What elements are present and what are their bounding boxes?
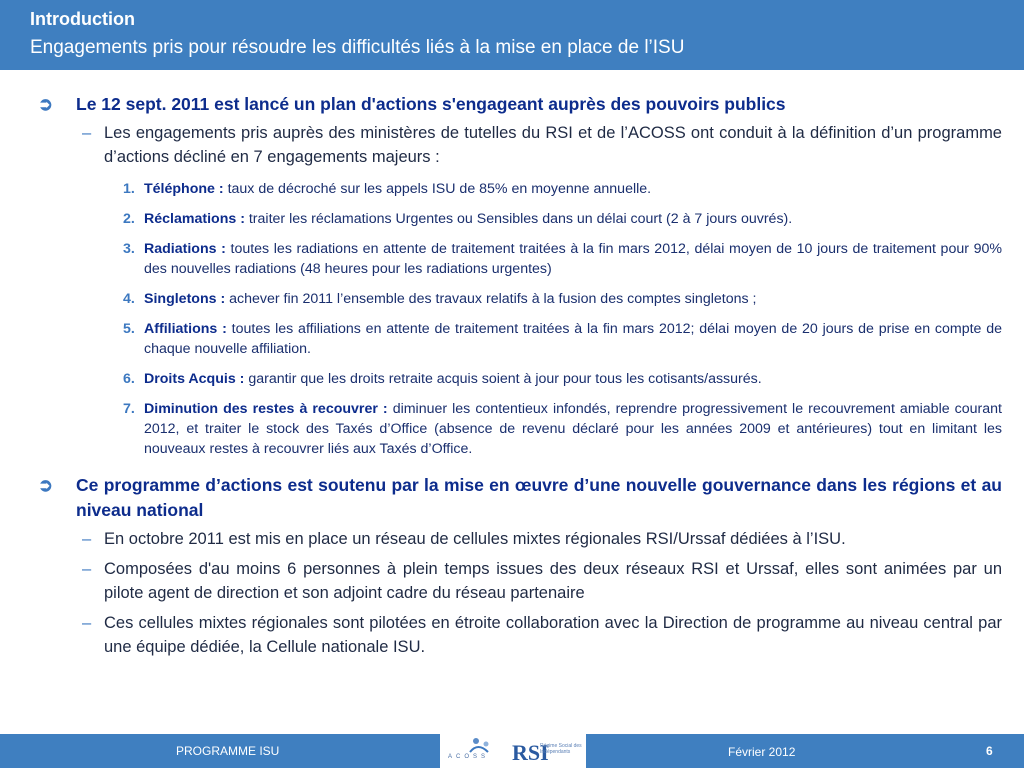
- dash-bullet-icon: –: [82, 530, 92, 548]
- engagement-item: 2. Réclamations : traiter les réclamations Urgentes ou Sensibles dans un délai court (2 à 7 jours ouvrés).: [123, 211, 793, 227]
- arrow-bullet-icon: ➲: [38, 94, 54, 114]
- engagement-item: 5. Affiliations : toutes les affiliations en attente de traitement traitées à la fin mars 2012; délai moyen de 20 jours de prise en compte de chaque nouvelle affiliation.: [123, 321, 1002, 357]
- dash-bullet-icon: –: [82, 614, 92, 632]
- dash-bullet-icon: –: [82, 124, 92, 142]
- section-1-heading: ➲ Le 12 sept. 2011 est lancé un plan d'actions s'engageant auprès des pouvoirs publics: [38, 92, 1002, 117]
- slide-content: [38, 92, 1002, 659]
- section-2-subpoint: – Ces cellules mixtes régionales sont pilotées en étroite collaboration avec la Direction de programme au niveau central par une équipe dédiée, la Cellule nationale ISU.: [38, 611, 1002, 659]
- section-2-subpoint: – En octobre 2011 est mis en place un réseau de cellules mixtes régionales RSI/Urssaf dédiées à l’ISU.: [38, 527, 1002, 551]
- section-1-subpoint: – Les engagements pris auprès des ministères de tutelles du RSI et de l’ACOSS ont conduit à la définition d’un programme d’actions décliné en 7 engagements majeurs :: [38, 121, 1002, 169]
- page-number: 6: [986, 744, 993, 758]
- section-2-subpoint: – Composées d'au moins 6 personnes à plein temps issues des deux réseaux RSI et Urssaf, elles sont animées par un pilote agent de direction et son adjoint cadre du réseau partenaire: [38, 557, 1002, 605]
- footer-date: Février 2012: [728, 745, 796, 759]
- acoss-rsi-logo: [440, 734, 586, 768]
- slide-footer: [0, 734, 1024, 768]
- slide-header: [0, 0, 1024, 70]
- dash-bullet-icon: –: [82, 560, 92, 578]
- acoss-figure-icon: [450, 736, 510, 756]
- engagement-item: 6. Droits Acquis : garantir que les droits retraite acquis soient à jour pour tous les cotisants/assurés.: [123, 371, 762, 387]
- engagements-list: [38, 179, 1002, 459]
- program-label: PROGRAMME ISU: [176, 744, 280, 758]
- engagement-item: 4. Singletons : achever fin 2011 l’ensemble des travaux relatifs à la fusion des comptes singletons ;: [123, 291, 757, 307]
- engagement-item: 7. Diminution des restes à recouvrer : diminuer les contentieux infondés, reprendre progressivement le recouvrement amiable courant 2012, et traiter le stock des Taxés d’Office (absence de revenu déclaré pour les années 2009 et antérieures) tout en limitant les nouveaux restes à recouvrer liés aux Taxés d’Office.: [123, 401, 1002, 457]
- slide-title: Introduction: [30, 9, 135, 29]
- slide-subtitle: Engagements pris pour résoudre les difficultés liés à la mise en place de l’ISU: [30, 37, 685, 58]
- rsi-logo-text: RSI: [512, 740, 549, 765]
- arrow-bullet-icon: ➲: [38, 475, 54, 495]
- section-2-heading: ➲ Ce programme d’actions est soutenu par la mise en œuvre d’une nouvelle gouvernance dans les régions et au niveau national: [38, 475, 1002, 520]
- engagement-item: 1. Téléphone : taux de décroché sur les appels ISU de 85% en moyenne annuelle.: [123, 181, 652, 197]
- engagement-item: 3. Radiations : toutes les radiations en attente de traitement traitées à la fin mars 2012, délai moyen de 10 jours de traitement pour 90% des nouvelles radiations (48 heures pour les radiations urgentes): [123, 241, 1002, 277]
- acoss-logo-text: ACOSS: [448, 754, 490, 760]
- rsi-logo-subtext: Régime Social des Indépendants: [540, 743, 582, 755]
